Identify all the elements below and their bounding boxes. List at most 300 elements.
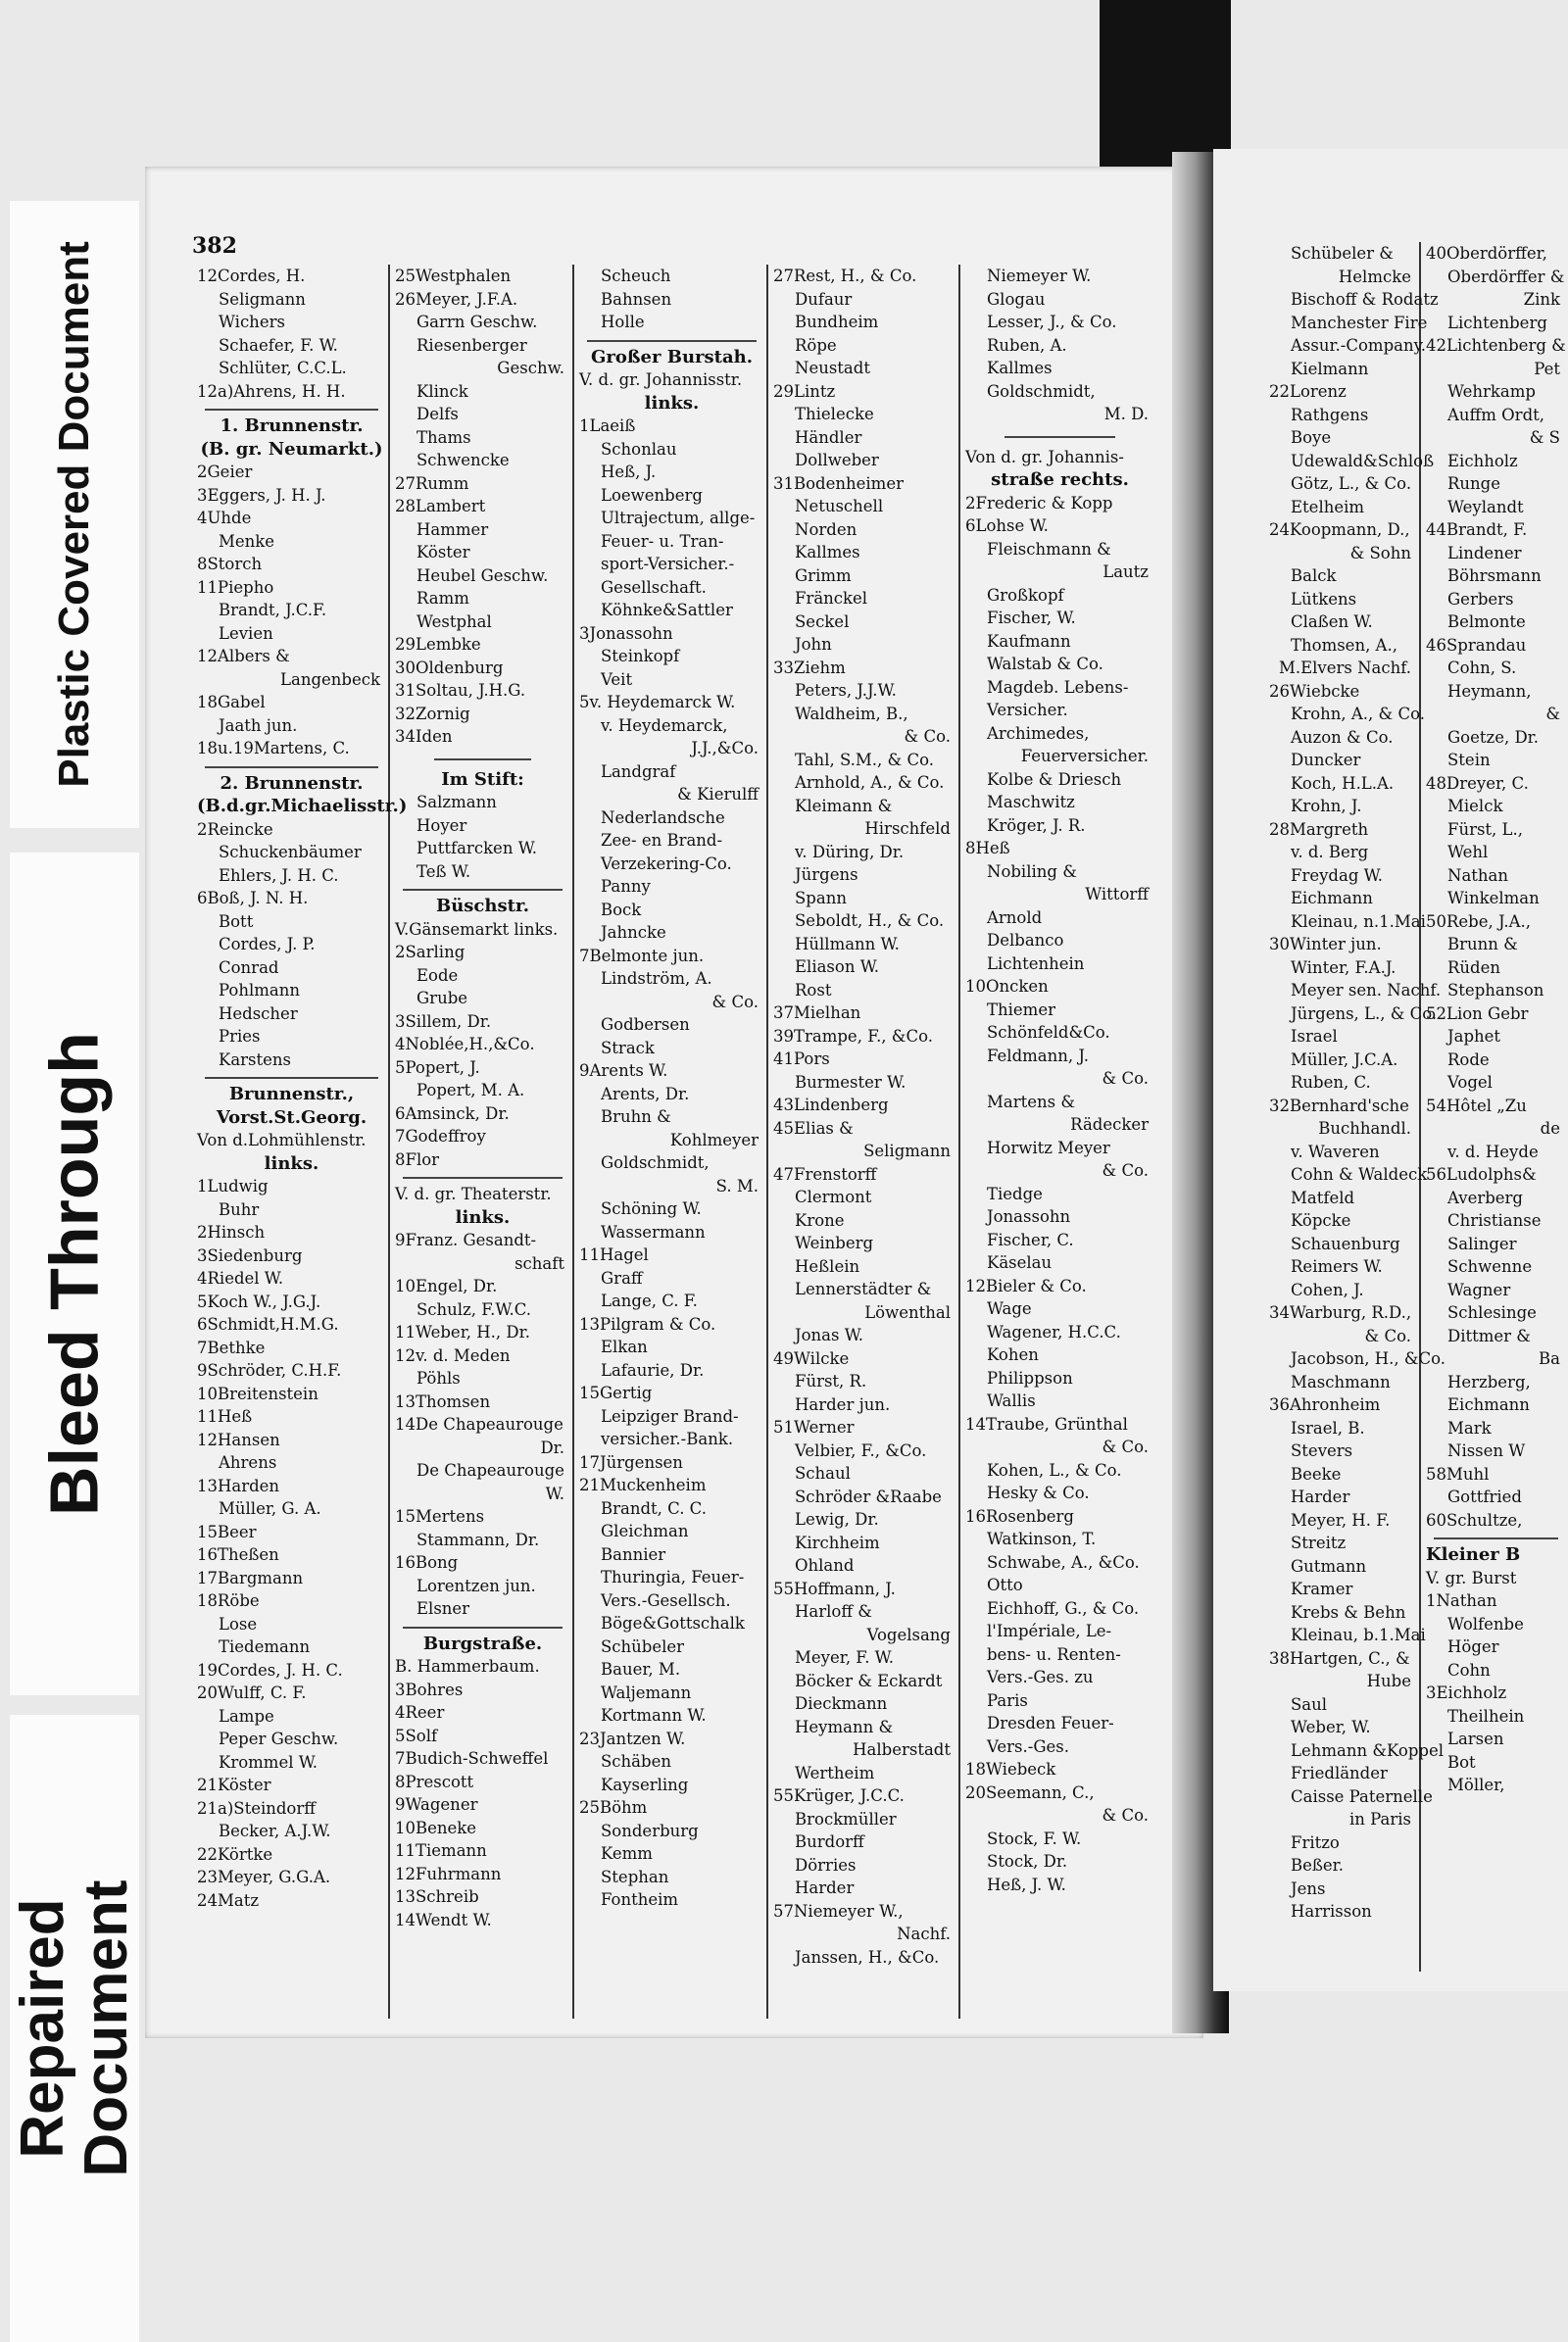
column-divider <box>403 1627 563 1629</box>
directory-entry: Walstab & Co. <box>987 655 1103 673</box>
directory-entry: Nobiling & <box>987 861 1077 881</box>
street-heading: Kleiner B <box>1426 1544 1521 1565</box>
directory-entry: Krebs & Behn <box>1291 1602 1406 1622</box>
directory-entry: Seligmann <box>863 1142 951 1160</box>
directory-entry: & Co. <box>1102 1069 1149 1088</box>
directory-entry: Ahrens <box>219 1453 277 1472</box>
directory-entry: Nathan <box>1447 865 1508 885</box>
directory-entry: Kleinau, n.1.Mai <box>1291 911 1426 931</box>
directory-entry: Schwenne <box>1447 1257 1533 1276</box>
directory-entry: Karstens <box>219 1049 292 1069</box>
directory-entry: & Co. <box>1102 1161 1149 1180</box>
directory-entry: Stock, Dr. <box>987 1852 1068 1871</box>
directory-columns-right <box>1264 242 1568 1972</box>
directory-entry: 28Margreth <box>1269 819 1369 839</box>
directory-entry: Wertheim <box>795 1763 875 1782</box>
directory-entry: Schulz, F.W.C. <box>416 1299 531 1319</box>
directory-entry: Teß W. <box>416 861 471 881</box>
directory-entry: Krone <box>795 1210 845 1230</box>
street-heading: 1. Brunnenstr. <box>220 415 364 436</box>
directory-entry: Averberg <box>1447 1188 1523 1207</box>
directory-entry: Harder jun. <box>795 1394 891 1414</box>
directory-entry: Schlesinge <box>1447 1303 1537 1322</box>
directory-entry: 20Wulff, C. F. <box>197 1683 307 1702</box>
directory-entry: Leipziger Brand- <box>601 1406 739 1426</box>
directory-entry: Schönfeld&Co. <box>987 1023 1110 1042</box>
directory-entry: Bauer, M. <box>601 1660 681 1679</box>
directory-entry: Goldschmidt, <box>987 381 1096 401</box>
directory-entry: 7Budich-Schweffel <box>395 1749 549 1768</box>
directory-entry: 5Solf <box>395 1726 438 1745</box>
directory-entry: & Co. <box>904 727 951 746</box>
directory-entry: Lichtenberg <box>1447 313 1547 332</box>
directory-entry: 21Köster <box>197 1776 271 1794</box>
directory-entry: 29Lembke <box>395 635 481 654</box>
directory-entry: 46Sprandau <box>1426 635 1527 655</box>
directory-entry: Westphal <box>416 611 492 631</box>
directory-entry: Köster <box>416 543 470 561</box>
directory-entry: 8Prescott <box>395 1772 474 1791</box>
directory-entry: versicher.-Bank. <box>601 1430 734 1448</box>
directory-entry: Stevers <box>1291 1441 1353 1460</box>
directory-entry: Hesky & Co. <box>987 1484 1090 1502</box>
directory-entry: Menke <box>219 531 275 551</box>
directory-entry: Belmonte <box>1447 612 1526 631</box>
directory-entry: 32Zornig <box>395 704 470 723</box>
directory-entry: v. Waveren <box>1291 1142 1380 1161</box>
directory-entry: 3Bohres <box>395 1680 464 1699</box>
directory-entry: Hirschfeld <box>864 819 951 838</box>
directory-entry: 12a)Ahrens, H. H. <box>197 381 346 401</box>
directory-entry: Zee- en Brand- <box>601 831 723 850</box>
directory-entry: Ruben, A. <box>987 335 1067 355</box>
directory-entry: v. d. Heyde <box>1447 1142 1539 1161</box>
directory-entry: 13Harden <box>197 1476 280 1495</box>
directory-entry: Etelheim <box>1291 497 1365 516</box>
directory-entry: Dufaur <box>795 289 853 309</box>
directory-entry: Theilhein <box>1447 1706 1525 1726</box>
directory-entry: Dörries <box>795 1855 857 1875</box>
directory-entry: Seckel <box>795 611 850 631</box>
left-column-3 <box>574 265 768 2019</box>
directory-entry: Gutmann <box>1291 1556 1367 1576</box>
directory-entry: 2Reincke <box>197 819 273 839</box>
directory-entry: Riesenberger <box>416 335 527 355</box>
directory-entry: Elsner <box>416 1599 470 1618</box>
directory-entry: 10Engel, Dr. <box>395 1277 498 1295</box>
directory-entry: 31Soltau, J.H.G. <box>395 681 526 700</box>
directory-entry: & S <box>1529 428 1560 447</box>
directory-entry: Tahl, S.M., & Co. <box>795 750 934 769</box>
directory-entry: 2Geier <box>197 463 253 481</box>
directory-entry: Arnhold, A., & Co. <box>795 773 945 792</box>
directory-entry: 56Ludolphs& <box>1426 1165 1537 1184</box>
directory-entry: Schwencke <box>416 451 510 469</box>
directory-entry: Tiedge <box>987 1184 1043 1203</box>
directory-entry: Assur.-Company. <box>1291 336 1426 355</box>
directory-entry: 39Trampe, F., &Co. <box>773 1026 934 1046</box>
right-column-1 <box>1264 242 1446 1972</box>
directory-entry: 3Eichholz <box>1426 1683 1507 1702</box>
directory-entry: Wehrkamp <box>1447 382 1536 401</box>
directory-entry: Harloff & <box>795 1602 872 1621</box>
directory-entry: Böcker & Eckardt <box>795 1671 943 1690</box>
directory-entry: 12Hansen <box>197 1430 280 1449</box>
directory-entry: Kallmes <box>795 543 860 561</box>
directory-entry: Meyer sen. Nachf. <box>1291 981 1442 1000</box>
directory-entry: Brandt, C. C. <box>601 1498 707 1518</box>
directory-entry: Schöning W. <box>601 1199 702 1218</box>
directory-entry: 3Eggers, J. H. J. <box>197 485 326 505</box>
directory-entry: Elkan <box>601 1338 648 1356</box>
directory-entry: Nachf. <box>897 1925 951 1943</box>
directory-entry: Saul <box>1291 1694 1328 1714</box>
directory-entry: Brandt, J.C.F. <box>219 601 327 619</box>
directory-entry: 10Beneke <box>395 1818 477 1837</box>
directory-entry: Thomsen, A., <box>1291 635 1397 655</box>
directory-entry: Cohn, S. <box>1447 659 1517 677</box>
directory-entry: Becker, A.J.W. <box>219 1822 331 1840</box>
directory-entry: Runge <box>1447 474 1501 493</box>
directory-entry: Maschmann <box>1291 1372 1391 1391</box>
directory-entry: Fürst, L., <box>1447 819 1523 839</box>
directory-entry: Kleimann & <box>795 796 893 815</box>
directory-entry: Netuschell <box>795 497 884 515</box>
directory-entry: 21Muckenheim <box>579 1476 707 1494</box>
directory-entry: Fürst, R. <box>795 1372 867 1391</box>
directory-entry: Popert, M. A. <box>416 1081 525 1099</box>
directory-entry: Pries <box>219 1027 261 1046</box>
directory-entry: Scheuch <box>601 267 671 285</box>
directory-entry: 11Hagel <box>579 1245 649 1264</box>
directory-entry: 6Schmidt,H.M.G. <box>197 1315 339 1334</box>
directory-entry: Mark <box>1447 1418 1492 1438</box>
directory-entry: Brunn & <box>1447 935 1518 953</box>
directory-entry: Pöhls <box>416 1369 461 1388</box>
directory-entry: 14Traube, Grünthal <box>965 1414 1128 1434</box>
directory-entry: 19Cordes, J. H. C. <box>197 1660 343 1680</box>
label-repaired-text: Repaired Document <box>8 1879 140 2177</box>
directory-entry: 8Flor <box>395 1149 440 1169</box>
directory-entry: Gerbers <box>1447 589 1514 609</box>
directory-entry: Vers.-Ges. <box>987 1736 1069 1756</box>
directory-entry: Götz, L., & Co. <box>1291 474 1412 493</box>
street-heading: Burgstraße. <box>422 1633 543 1654</box>
directory-entry: Geschw. <box>497 359 564 377</box>
directory-entry: Freydag W. <box>1291 865 1383 885</box>
directory-entry: Kemm <box>601 1844 653 1863</box>
directory-entry: Matfeld <box>1291 1188 1355 1207</box>
label-repaired-document <box>10 1715 139 2342</box>
street-heading: links. <box>264 1152 319 1174</box>
directory-entry: V. d. gr. Johannisstr. <box>579 370 743 389</box>
directory-entry: Reimers W. <box>1291 1257 1383 1276</box>
directory-entry: sport-Versicher.- <box>601 555 735 573</box>
directory-entry: Wichers <box>219 313 285 331</box>
directory-entry: Paris <box>987 1690 1028 1710</box>
directory-entry: 10Breitenstein <box>197 1384 318 1403</box>
street-heading: 2. Brunnenstr. <box>220 772 364 794</box>
directory-entry: Glogau <box>987 289 1046 309</box>
directory-entry: 9Wagener <box>395 1795 478 1814</box>
directory-entry: v. Heydemarck, <box>601 715 728 735</box>
directory-entry: 4Noblée,H.,&Co. <box>395 1035 535 1053</box>
directory-entry: Heubel Geschw. <box>416 565 549 585</box>
directory-entry: 3Jonassohn <box>579 623 673 643</box>
directory-entry: Heßlein <box>795 1256 860 1276</box>
directory-entry: Lange, C. F. <box>601 1292 698 1310</box>
directory-entry: Kielmann <box>1291 359 1369 378</box>
directory-entry: Wage <box>987 1299 1032 1318</box>
directory-entry: 5Koch W., J.G.J. <box>197 1292 321 1311</box>
column-divider <box>205 1077 378 1079</box>
left-column-5 <box>960 265 1156 2019</box>
directory-entry: Lampe <box>219 1706 274 1726</box>
directory-entry: Beßer. <box>1291 1856 1344 1875</box>
directory-entry: Brockmüller <box>795 1809 897 1829</box>
directory-entry: Caisse Paternelle <box>1291 1786 1433 1806</box>
directory-entry: Lichtenhein <box>987 953 1085 973</box>
directory-entry: 25Westphalen <box>395 267 512 285</box>
directory-entry: Kortmann W. <box>601 1706 707 1725</box>
directory-entry: Eichmann <box>1447 1395 1530 1414</box>
directory-entry: Dresden Feuer- <box>987 1714 1114 1732</box>
page-number: 382 <box>192 233 237 259</box>
directory-entry: Rädecker <box>1070 1115 1149 1134</box>
directory-entry: Watkinson, T. <box>987 1530 1097 1548</box>
directory-entry: 60Schultze, <box>1426 1510 1523 1530</box>
directory-entry: Feldmann, J. <box>987 1046 1089 1065</box>
directory-entry: Martens & <box>987 1092 1076 1111</box>
directory-entry: Kröger, J. R. <box>987 815 1086 835</box>
directory-entry: Oberdörffer & <box>1447 267 1565 286</box>
directory-entry: Wittorff <box>1085 885 1149 903</box>
directory-entry: Pet <box>1534 359 1560 378</box>
directory-columns <box>192 265 1203 2019</box>
directory-entry: Jens <box>1291 1878 1326 1898</box>
directory-entry: 4Uhde <box>197 509 252 527</box>
directory-entry: 24Koopmann, D., <box>1269 520 1410 539</box>
directory-entry: Winkelman <box>1447 889 1540 907</box>
directory-entry: Dr. <box>540 1438 564 1457</box>
directory-entry: Balck <box>1291 566 1337 585</box>
directory-entry: Bot <box>1447 1752 1476 1772</box>
directory-entry: 23Meyer, G.G.A. <box>197 1868 331 1886</box>
directory-entry: Kramer <box>1291 1580 1353 1598</box>
directory-entry: 48Dreyer, C. <box>1426 773 1529 793</box>
directory-entry: Röpe <box>795 335 837 355</box>
directory-entry: Thuringia, Feuer- <box>601 1568 745 1586</box>
directory-entry: Wallis <box>987 1391 1036 1410</box>
directory-entry: 11Heß <box>197 1407 253 1426</box>
directory-entry: Nissen W <box>1447 1441 1526 1460</box>
directory-entry: Krohn, J. <box>1291 797 1362 815</box>
directory-entry: B. Hammerbaum. <box>395 1657 540 1676</box>
directory-entry: Seboldt, H., & Co. <box>795 911 945 930</box>
directory-entry: Clermont <box>795 1188 872 1206</box>
directory-entry: 51Werner <box>773 1418 855 1437</box>
directory-entry: Ohland <box>795 1556 855 1575</box>
directory-entry: & Co. <box>1102 1438 1149 1456</box>
directory-entry: Vers.-Gesellsch. <box>601 1590 731 1610</box>
left-column-1 <box>192 265 408 2019</box>
directory-entry: Harder <box>1291 1488 1350 1506</box>
directory-entry: Jahncke <box>601 923 666 942</box>
directory-entry: Lautz <box>1102 562 1149 581</box>
directory-entry: Horwitz Meyer <box>987 1138 1110 1157</box>
directory-entry: Thams <box>416 427 471 447</box>
directory-entry: Von d. gr. Johannis- <box>965 447 1124 466</box>
directory-entry: S. M. <box>715 1176 759 1195</box>
directory-entry: Bannier <box>601 1544 666 1564</box>
directory-entry: 54Hôtel „Zu <box>1426 1096 1527 1115</box>
directory-entry: Kohen, L., & Co. <box>987 1460 1122 1480</box>
directory-entry: Herzberg, <box>1447 1372 1531 1391</box>
directory-entry: Delfs <box>416 405 459 423</box>
directory-entry: Vogelsang <box>866 1625 951 1644</box>
directory-entry: Magdeb. Lebens- <box>987 677 1129 697</box>
directory-entry: Neustadt <box>795 359 870 377</box>
directory-entry: Thiemer <box>987 1000 1055 1019</box>
directory-entry: Heymann, <box>1447 681 1532 701</box>
left-page <box>145 167 1203 2038</box>
directory-entry: Hedscher <box>219 1003 298 1023</box>
directory-entry: Fontheim <box>601 1890 679 1909</box>
directory-entry: 52Lion Gebr <box>1426 1003 1529 1023</box>
directory-entry: 6Amsinck, Dr. <box>395 1103 510 1123</box>
directory-entry: Gesellschaft. <box>601 577 707 597</box>
directory-entry: Böhrsmann <box>1447 566 1542 585</box>
directory-entry: Claßen W. <box>1291 612 1373 631</box>
street-heading: straße rechts. <box>991 469 1129 490</box>
directory-entry: Godbersen <box>601 1015 690 1034</box>
directory-entry: Arnold <box>987 907 1043 927</box>
directory-entry: 8Storch <box>197 555 263 573</box>
directory-entry: Rost <box>795 980 832 1000</box>
directory-entry: de <box>1540 1119 1560 1138</box>
directory-entry: Levien <box>219 623 273 643</box>
directory-entry: Grube <box>416 989 468 1007</box>
directory-entry: Rode <box>1447 1049 1490 1069</box>
directory-entry: Friedländer <box>1291 1764 1388 1782</box>
directory-entry: 5v. Heydemarck W. <box>579 693 736 711</box>
directory-entry: 18Röbe <box>197 1591 260 1610</box>
directory-entry: Schübeler <box>601 1636 685 1656</box>
directory-entry: 43Lindenberg <box>773 1096 889 1114</box>
directory-entry: Bruhn & <box>601 1107 671 1126</box>
directory-entry: Böge&Gottschalk <box>601 1614 745 1633</box>
directory-entry: Winter, F.A.J. <box>1291 957 1396 977</box>
directory-entry: Feuerversicher. <box>1020 747 1149 765</box>
directory-entry: 9Franz. Gesandt- <box>395 1231 537 1249</box>
directory-entry: Meyer, H. F. <box>1291 1510 1391 1530</box>
directory-entry: Rüden <box>1447 957 1501 977</box>
directory-entry: 11Piepho <box>197 577 274 597</box>
directory-entry: Ruben, C. <box>1291 1073 1371 1092</box>
directory-entry: Löwenthal <box>864 1302 951 1322</box>
directory-entry: 22Lorenz <box>1269 382 1347 401</box>
directory-entry: 57Niemeyer W., <box>773 1901 904 1921</box>
directory-entry: Jürgens <box>795 865 858 884</box>
directory-entry: Holle <box>601 313 645 331</box>
directory-entry: in Paris <box>1349 1810 1411 1829</box>
directory-entry: Schwabe, A., &Co. <box>987 1552 1140 1572</box>
directory-entry: bens- u. Renten- <box>987 1644 1121 1664</box>
directory-entry: Kallmes <box>987 359 1053 377</box>
directory-entry: Weylandt <box>1447 497 1524 516</box>
right-page <box>1213 149 1568 1991</box>
column-divider <box>1004 436 1115 438</box>
directory-entry: 34Warburg, R.D., <box>1269 1303 1412 1322</box>
directory-entry: 55Hoffmann, J. <box>773 1579 896 1598</box>
directory-entry: 32Bernhard'sche <box>1269 1096 1409 1115</box>
directory-entry: Ba <box>1539 1349 1560 1368</box>
directory-entry: 36Ahronheim <box>1269 1395 1381 1414</box>
directory-entry: 30Oldenburg <box>395 658 504 677</box>
column-divider <box>434 758 531 760</box>
directory-entry: Dittmer & <box>1447 1326 1531 1345</box>
directory-entry: Lindener <box>1447 543 1522 562</box>
directory-entry: 11Weber, H., Dr. <box>395 1323 530 1342</box>
directory-entry: Käselau <box>987 1253 1053 1272</box>
directory-entry: Cohen, J. <box>1291 1280 1364 1299</box>
directory-entry: & Co. <box>1102 1806 1149 1825</box>
directory-entry: Buchhandl. <box>1318 1119 1411 1138</box>
right-column-2 <box>1421 242 1568 1972</box>
directory-entry: Arents, Dr. <box>601 1084 690 1103</box>
directory-entry: Lindström, A. <box>601 969 712 988</box>
directory-entry: Schaefer, F. W. <box>219 335 338 355</box>
directory-entry: Vers.-Ges. zu <box>987 1668 1094 1686</box>
directory-entry: Israel <box>1291 1027 1338 1046</box>
directory-entry: Versicher. <box>987 701 1068 719</box>
directory-entry: Wagener, H.C.C. <box>987 1322 1121 1342</box>
directory-entry: Bock <box>601 900 642 919</box>
directory-entry: Japhet <box>1447 1027 1501 1046</box>
directory-entry: Bischoff & Rodatz <box>1291 290 1439 309</box>
directory-entry: Ehlers, J. H. C. <box>219 865 339 885</box>
directory-entry: Cordes, J. P. <box>219 935 316 953</box>
directory-entry: Grimm <box>795 565 852 585</box>
directory-entry: Seligmann <box>219 289 306 309</box>
directory-entry: 45Elias & <box>773 1118 854 1138</box>
directory-entry: W. <box>545 1484 564 1503</box>
directory-entry: Harrisson <box>1291 1902 1372 1921</box>
directory-entry: 12Cordes, H. <box>197 267 306 285</box>
label-bleed-through <box>10 853 139 1695</box>
street-heading: links. <box>644 392 700 414</box>
directory-entry: Kolbe & Driesch <box>987 769 1122 789</box>
directory-entry: Harder <box>795 1878 855 1897</box>
directory-entry: Graff <box>601 1268 643 1288</box>
directory-entry: 26Meyer, J.F.A. <box>395 289 518 309</box>
directory-entry: De Chapeaurouge <box>416 1461 564 1480</box>
left-column-4 <box>768 265 960 2019</box>
directory-entry: Schübeler & <box>1291 244 1394 263</box>
directory-entry: 25Böhm <box>579 1798 648 1817</box>
directory-entry: Helmcke <box>1338 267 1411 286</box>
directory-entry: Hüllmann W. <box>795 934 900 953</box>
directory-entry: Puttfarcken W. <box>416 839 538 857</box>
directory-entry: 9Schröder, C.H.F. <box>197 1361 342 1380</box>
street-heading: Großer Burstah. <box>591 346 753 367</box>
directory-entry: 47Frenstorff <box>773 1164 877 1184</box>
directory-entry: 16Rosenberg <box>965 1506 1074 1526</box>
directory-entry: Von d.Lohmühlenstr. <box>197 1131 367 1149</box>
directory-entry: 9Arents W. <box>579 1061 668 1080</box>
directory-entry: V. gr. Burst <box>1426 1568 1517 1587</box>
directory-entry: Heymann & <box>795 1717 894 1736</box>
